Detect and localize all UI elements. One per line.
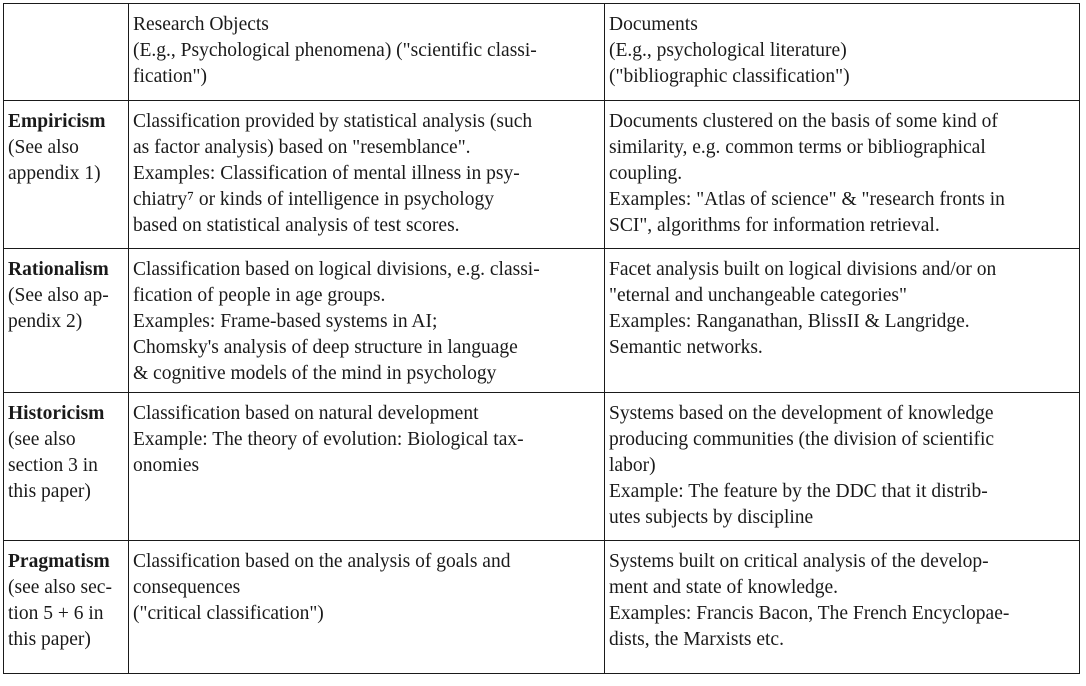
documents-line: Example: The feature by the DDC that it distrib-	[609, 481, 988, 502]
term-note-line: pendix 2)	[8, 311, 83, 332]
objects-line: Examples: Frame-based systems in AI;	[133, 311, 438, 332]
objects-line: Examples: Classification of mental illness in psy-	[133, 163, 520, 184]
classification-table	[3, 3, 1080, 674]
documents-line: Examples: Ranganathan, BlissII & Langridge.	[609, 311, 970, 332]
documents-line: ment and state of knowledge.	[609, 577, 839, 598]
documents-line: Semantic networks.	[609, 337, 763, 358]
research-objects-cell	[129, 393, 605, 541]
documents-line: SCI", algorithms for information retrieval.	[609, 215, 940, 236]
table-row-pragmatism	[4, 541, 1080, 674]
objects-line: Classification based on the analysis of goals and	[133, 551, 511, 572]
term-note-line: (See also	[8, 137, 79, 158]
documents-line: Examples: "Atlas of science" & "research fronts in	[609, 189, 1005, 210]
objects-line: based on statistical analysis of test scores.	[133, 215, 460, 236]
research-objects-cell	[129, 541, 605, 674]
term-note-line: this paper)	[8, 481, 91, 502]
research-objects-cell	[129, 249, 605, 393]
header-row	[4, 4, 1080, 101]
term-cell	[4, 249, 129, 393]
documents-line: Examples: Francis Bacon, The French Encyclopae-	[609, 603, 1010, 624]
documents-line: coupling.	[609, 163, 683, 184]
documents-line: utes subjects by discipline	[609, 507, 814, 528]
header-research-objects-cell	[129, 4, 605, 101]
table-row-historicism	[4, 393, 1080, 541]
term-label: Rationalism	[8, 259, 109, 280]
documents-line: Documents clustered on the basis of some kind of	[609, 111, 998, 132]
documents-cell	[605, 249, 1080, 393]
term-cell	[4, 101, 129, 249]
term-label: Pragmatism	[8, 551, 110, 572]
term-note-line: (see also	[8, 429, 76, 450]
objects-line: fication of people in age groups.	[133, 285, 386, 306]
documents-line: dists, the Marxists etc.	[609, 629, 784, 650]
term-label: Historicism	[8, 403, 105, 424]
documents-cell	[605, 541, 1080, 674]
header-research-objects-line: fication")	[133, 66, 208, 87]
objects-line: consequences	[133, 577, 241, 598]
term-cell	[4, 393, 129, 541]
objects-line: & cognitive models of the mind in psychology	[133, 363, 497, 384]
objects-line: as factor analysis) based on "resemblance".	[133, 137, 471, 158]
term-note-line: (see also sec-	[8, 577, 112, 598]
documents-line: similarity, e.g. common terms or bibliographical	[609, 137, 986, 158]
objects-line: chiatry⁷ or kinds of intelligence in psychology	[133, 189, 494, 210]
term-label: Empiricism	[8, 111, 106, 132]
header-empty-cell	[4, 4, 129, 101]
header-documents-line: ("bibliographic classification")	[609, 66, 850, 87]
header-research-objects-line: (E.g., Psychological phenomena) ("scientific classi-	[133, 40, 537, 61]
documents-line: Facet analysis built on logical divisions and/or on	[609, 259, 997, 280]
objects-line: Classification based on logical divisions, e.g. classi-	[133, 259, 540, 280]
objects-line: Chomsky's analysis of deep structure in language	[133, 337, 518, 358]
documents-line: producing communities (the division of scientific	[609, 429, 995, 450]
documents-line: Systems built on critical analysis of the develop-	[609, 551, 989, 572]
documents-cell	[605, 101, 1080, 249]
objects-line: onomies	[133, 455, 200, 476]
term-note-line: tion 5 + 6 in	[8, 603, 104, 624]
research-objects-cell	[129, 101, 605, 249]
term-note-line: section 3 in	[8, 455, 98, 476]
term-note-line: (See also ap-	[8, 285, 109, 306]
documents-line: Systems based on the development of knowledge	[609, 403, 994, 424]
term-note-line: appendix 1)	[8, 163, 101, 184]
header-research-objects-title: Research Objects	[133, 14, 269, 35]
documents-line: "eternal and unchangeable categories"	[609, 285, 907, 306]
header-documents-cell	[605, 4, 1080, 101]
documents-line: labor)	[609, 455, 656, 476]
objects-line: ("critical classification")	[133, 603, 324, 624]
objects-line: Example: The theory of evolution: Biological tax-	[133, 429, 524, 450]
table-row-empiricism	[4, 101, 1080, 249]
term-note-line: this paper)	[8, 629, 91, 650]
objects-line: Classification provided by statistical analysis (such	[133, 111, 533, 132]
documents-cell	[605, 393, 1080, 541]
term-cell	[4, 541, 129, 674]
header-documents-line: (E.g., psychological literature)	[609, 40, 847, 61]
objects-line: Classification based on natural development	[133, 403, 479, 424]
header-documents-title: Documents	[609, 14, 698, 35]
table-row-rationalism	[4, 249, 1080, 393]
